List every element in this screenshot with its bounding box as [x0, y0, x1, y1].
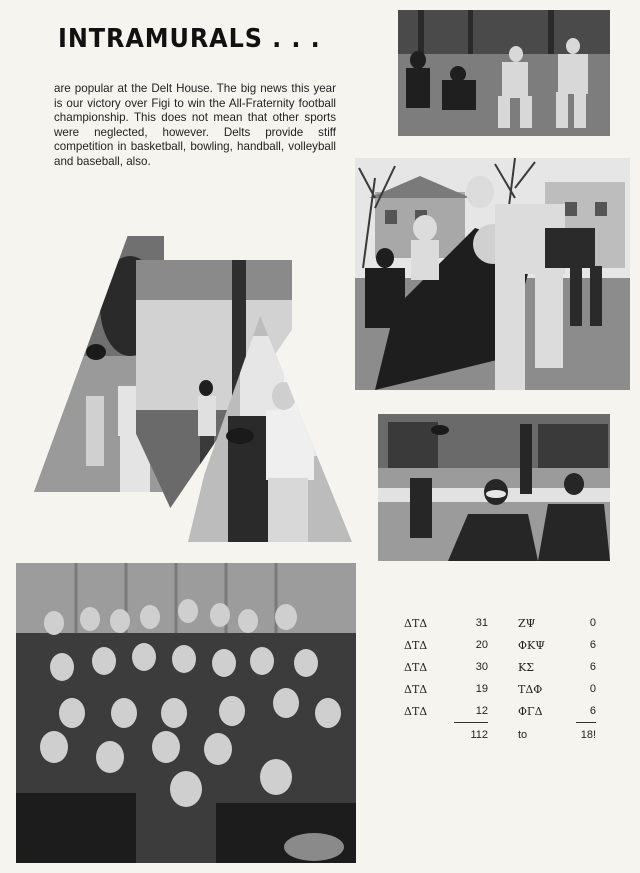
score-total-row [404, 723, 596, 748]
score-row [404, 678, 596, 700]
opponent-score: 0 [589, 683, 596, 695]
score-row [404, 634, 596, 656]
opponent-name: ΤΔΦ [518, 682, 543, 696]
photo-group-crowd [16, 563, 356, 863]
opponent-score: 6 [589, 661, 596, 673]
team-name: ΔΤΔ [404, 682, 428, 696]
team-score: 19 [475, 683, 488, 695]
opponent-score: 6 [589, 639, 596, 651]
photo-tackle-house-image [355, 158, 630, 390]
team-name: ΔΤΔ [404, 638, 428, 652]
total-for: 112 [470, 729, 488, 741]
opponent-name: ΖΨ [518, 616, 536, 630]
score-row [404, 612, 596, 634]
team-score: 30 [475, 661, 488, 673]
total-separator: to [518, 728, 528, 741]
score-row [404, 700, 596, 723]
total-against: 18! [580, 729, 596, 741]
intro-paragraph: are popular at the Delt House. The big news this year is our victory over Figi to win the All-Fraternity football championship. This does not mean that other sports were neglected, however. Delts provide stiff competition in basketball, bowling, handball, volleyball and baseball, also. [54, 82, 336, 168]
photo-forward-pass-image [378, 414, 610, 561]
season-scores-table [404, 612, 596, 747]
photo-group-crowd-image [16, 563, 356, 863]
team-score: 12 [454, 700, 488, 723]
page-headline: INTRAMURALS . . . [58, 24, 321, 54]
photo-football-scrimmage [398, 10, 610, 136]
triangle-photo-collage [34, 236, 352, 542]
opponent-name: ΦΚΨ [518, 638, 545, 652]
opponent-name: ΚΣ [518, 660, 534, 674]
team-score: 20 [475, 639, 488, 651]
score-row [404, 656, 596, 678]
team-name: ΔΤΔ [404, 616, 428, 630]
team-name: ΔΤΔ [404, 704, 428, 718]
photo-tackle-house [355, 158, 630, 390]
team-score: 31 [475, 617, 488, 629]
team-name: ΔΤΔ [404, 660, 428, 674]
opponent-score: 6 [576, 700, 596, 723]
photo-forward-pass [378, 414, 610, 561]
photo-football-scrimmage-image [398, 10, 610, 136]
opponent-name: ΦΓΔ [518, 704, 543, 718]
opponent-score: 0 [589, 617, 596, 629]
